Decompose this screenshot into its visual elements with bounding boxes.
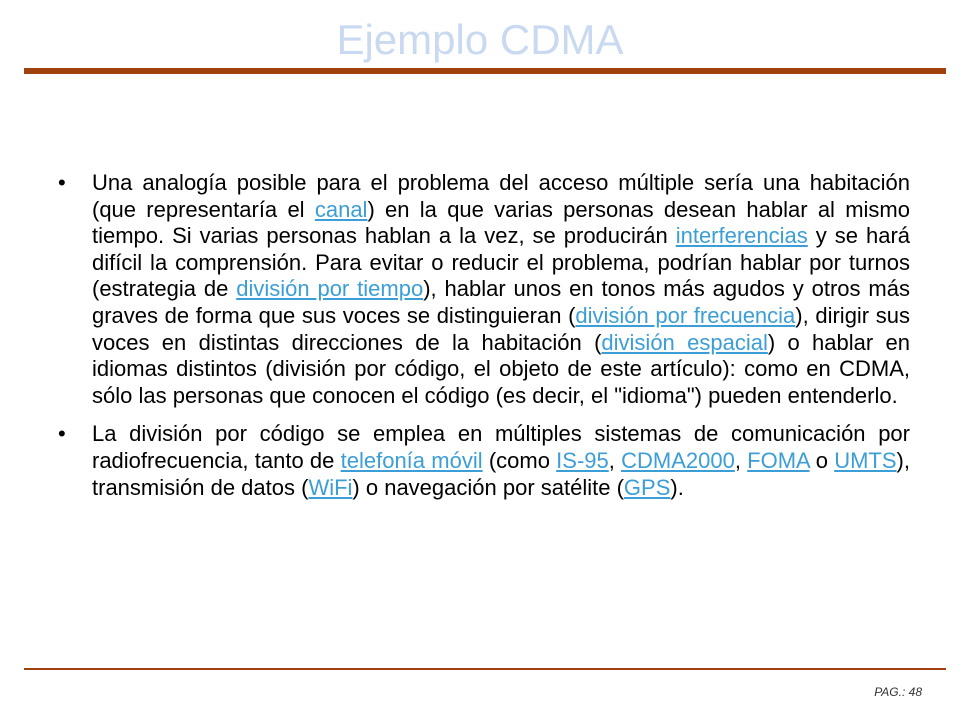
page-number: PAG.: 48 [874,685,922,699]
link-is-95[interactable]: IS-95 [556,447,609,473]
text: , [608,447,622,473]
footer-divider [24,668,946,670]
slide-title: Ejemplo CDMA [336,16,624,63]
text: , [734,447,748,473]
bullet-list [54,170,910,513]
link-cdma2000[interactable]: CDMA2000 [621,447,735,473]
link-foma[interactable]: FOMA [747,447,810,473]
link-wifi[interactable]: WiFi [308,474,353,500]
text: Una analogía posible para el problema del acceso múltiple sería una habitación (que representaría el [92,170,910,222]
text: ), transmisión de datos ( [92,447,910,500]
link-umts[interactable]: UMTS [834,447,897,473]
text: ) o hablar en idiomas distintos (división por código, el objeto de este artículo): como en CDMA, sólo las personas que conocen el código (es decir, el "idioma") pueden entenderlo. [92,329,911,408]
link-telefonia-movil[interactable]: telefonía móvil [340,447,483,473]
link-division-espacial[interactable]: división espacial [601,329,768,355]
text: y se hará difícil la comprensión. Para evitar o reducir el problema, podrían hablar por turnos (estrategia de [92,223,911,302]
text: o [809,447,835,473]
text: ) o navegación por satélite ( [352,474,624,500]
text: La división por código se emplea en múltiples sistemas de comunicación por radiofrecuencia, tanto de [92,421,910,473]
bullet-item-uses [54,421,910,501]
text: ), dirigir sus voces en distintas direcciones de la habitación ( [92,302,910,355]
bullet-dot: • [58,170,66,195]
title-divider [24,68,946,74]
bullet-item-analogy [54,170,910,409]
link-canal[interactable]: canal [314,196,368,222]
bullet-dot: • [58,421,66,447]
text: ) en la que varias personas desean hablar al mismo tiempo. Si varias personas hablan a la vez, se producirán [92,196,910,249]
text: ), hablar unos en tonos más agudos y otros más graves de forma que sus voces se distinguieran ( [92,276,910,328]
text: ). [670,474,684,500]
link-division-por-tiempo[interactable]: división por tiempo [236,276,424,302]
link-gps[interactable]: GPS [623,474,671,500]
link-interferencias[interactable]: interferencias [675,223,808,249]
link-division-por-frecuencia[interactable]: división por frecuencia [575,302,796,328]
text: (como [482,447,557,473]
